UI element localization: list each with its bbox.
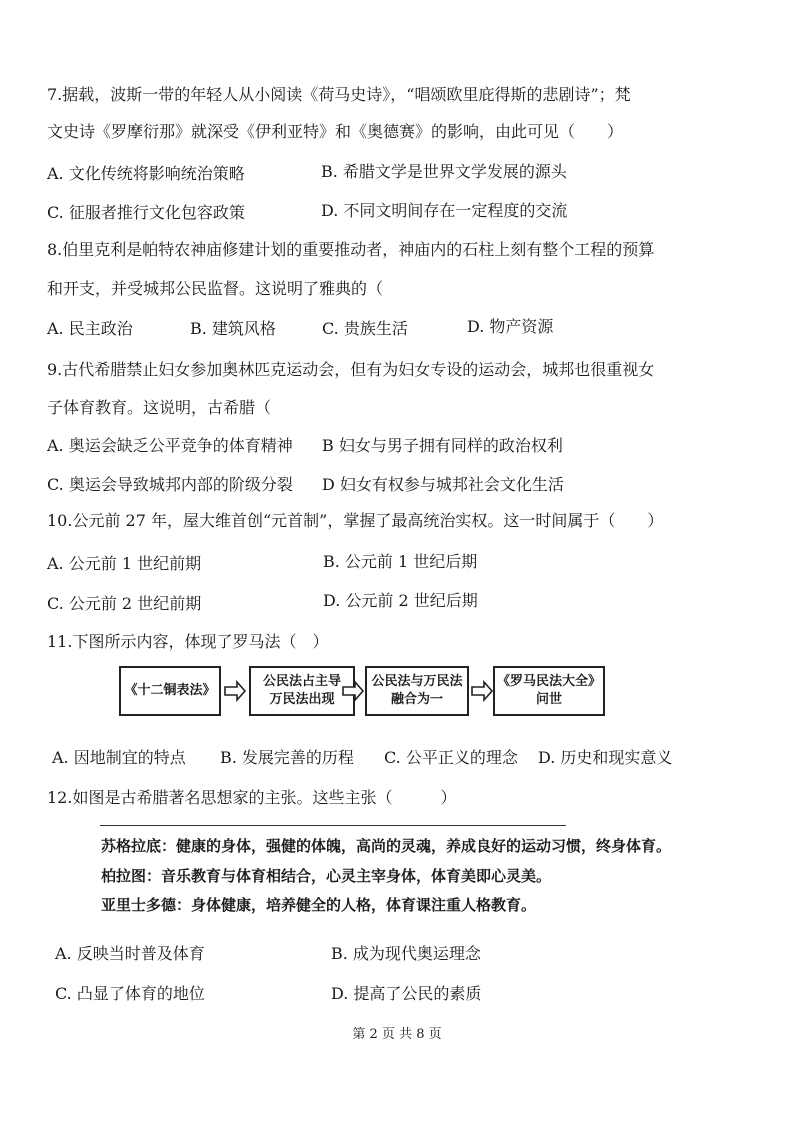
q10-option-c: C. 公元前 2 世纪前期 — [47, 594, 202, 613]
flow-arrow-3-icon — [470, 680, 494, 702]
flow-box-civil-law-line1: 公民法占主导 — [262, 674, 341, 689]
q10-option-d: D. 公元前 2 世纪后期 — [323, 591, 478, 610]
flow-arrow-1-icon — [223, 680, 247, 702]
flow-box-law-merge-line1: 公民法与万民法 — [371, 674, 463, 689]
flow-box-civil-law — [249, 666, 355, 716]
q7-option-a: A. 文化传统将影响统治策略 — [47, 164, 245, 183]
q12-option-c: C. 凸显了体育的地位 — [55, 984, 205, 1003]
roman-law-flowchart — [119, 666, 605, 720]
q12-option-d: D. 提高了公民的素质 — [331, 984, 482, 1003]
flow-box-law-merge — [365, 666, 469, 716]
flow-box-corpus-juris — [493, 666, 605, 716]
q9-option-d: D 妇女有权参与城邦社会文化生活 — [322, 475, 564, 494]
flow-box-twelve-tables — [119, 666, 221, 716]
flow-box-corpus-juris-line2: 问世 — [535, 692, 562, 707]
flow-box-civil-law-line2: 万民法出现 — [269, 692, 335, 707]
q12-stem-line1: 12.如图是古希腊著名思想家的主张。这些主张（ ） — [47, 788, 457, 807]
q9-stem-line1: 9.古代希腊禁止妇女参加奥林匹克运动会，但有为妇女专设的运动会，城邦也很重视女 — [47, 360, 655, 379]
q11-option-d: D. 历史和现实意义 — [538, 748, 673, 767]
q8-option-b: B. 建筑风格 — [190, 319, 276, 338]
q9-option-a: A. 奥运会缺乏公平竞争的体育精神 — [47, 436, 293, 455]
q7-stem-line1: 7.据载，波斯一带的年轻人从小阅读《荷马史诗》，“唱颂欧里庇得斯的悲剧诗”；梵 — [47, 85, 631, 104]
quote-plato: 柏拉图：音乐教育与体育相结合，心灵主宰身体，体育美即心灵美。 — [101, 867, 552, 885]
q12-option-b: B. 成为现代奥运理念 — [331, 944, 481, 963]
flow-box-corpus-juris-line1: 《罗马民法大全》 — [496, 674, 601, 689]
q7-option-c: C. 征服者推行文化包容政策 — [47, 203, 245, 222]
quote-socrates: 苏格拉底：健康的身体，强健的体魄，高尚的灵魂，养成良好的运动习惯，终身体育。 — [101, 837, 672, 855]
q11-option-c: C. 公平正义的理念 — [384, 748, 518, 767]
q10-option-b: B. 公元前 1 世纪后期 — [323, 552, 478, 571]
q10-stem-line1: 10.公元前 27 年，屋大维首创“元首制”，掌握了最高统治实权。这一时间属于（ ） — [47, 511, 664, 530]
q11-option-b: B. 发展完善的历程 — [220, 748, 354, 767]
q8-stem-line2: 和开支，并受城邦公民监督。这说明了雅典的（ — [47, 279, 384, 298]
q8-option-d: D. 物产资源 — [467, 317, 554, 336]
q12-option-a: A. 反映当时普及体育 — [55, 944, 205, 963]
q8-option-c: C. 贵族生活 — [322, 319, 408, 338]
q11-stem-line1: 11.下图所示内容，体现了罗马法（ ） — [47, 632, 329, 651]
flow-arrow-2-icon — [341, 680, 365, 702]
q7-stem-line2: 文史诗《罗摩衍那》就深受《伊利亚特》和《奥德赛》的影响，由此可见（ ） — [47, 122, 624, 141]
flow-box-law-merge-line2: 融合为一 — [390, 692, 443, 707]
q11-option-a: A. 因地制宜的特点 — [52, 748, 186, 767]
q9-stem-line2: 子体育教育。这说明，古希腊（ — [47, 398, 272, 417]
quote-aristotle: 亚里士多德：身体健康，培养健全的人格，体育课注重人格教育。 — [101, 896, 537, 914]
q8-stem-line1: 8.伯里克利是帕特农神庙修建计划的重要推动者，神庙内的石柱上刻有整个工程的预算 — [47, 240, 655, 259]
page-number-footer: 第 2 页 共 8 页 — [352, 1027, 442, 1042]
q9-option-c: C. 奥运会导致城邦内部的阶级分裂 — [47, 475, 293, 494]
quote-top-rule — [100, 825, 566, 826]
q7-option-d: D. 不同文明间存在一定程度的交流 — [321, 201, 568, 220]
flow-box-twelve-tables-label: 《十二铜表法》 — [124, 683, 216, 698]
q7-option-b: B. 希腊文学是世界文学发展的源头 — [321, 162, 567, 181]
q8-option-a: A. 民主政治 — [47, 319, 133, 338]
q10-option-a: A. 公元前 1 世纪前期 — [47, 554, 202, 573]
q9-option-b: B 妇女与男子拥有同样的政治权利 — [322, 436, 563, 455]
